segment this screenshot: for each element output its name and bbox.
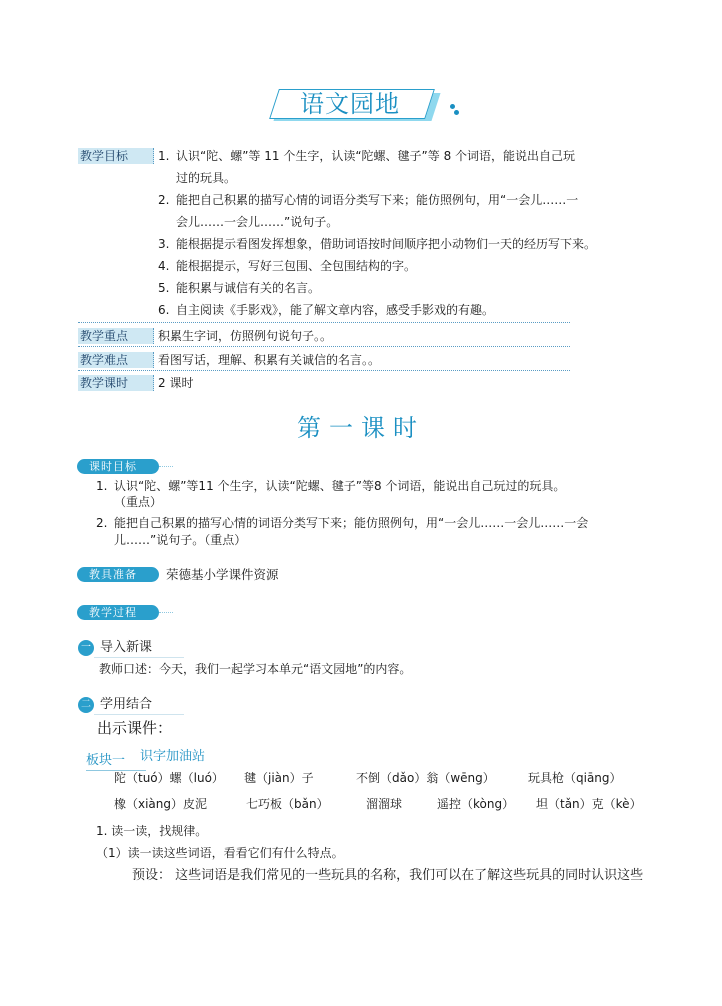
label-divider [153, 375, 154, 391]
task-1: 1. 读一读，找规律。 [96, 824, 208, 838]
show-courseware: 出示课件： [97, 719, 173, 737]
goal-3-num: 3. [158, 237, 170, 251]
label-difficult-points: 教学难点 [78, 352, 154, 368]
step-underline [94, 657, 184, 658]
difficult-points-text: 看图写话，理解、积累有关诚信的名言。。 [158, 353, 381, 367]
module-title: 识字加油站 [140, 749, 206, 764]
page-title-banner [270, 87, 438, 123]
page-title: 语文园地 [300, 90, 400, 118]
goal-6-num: 6. [158, 303, 170, 317]
step-1-badge: 一 [78, 640, 94, 656]
row-divider [78, 346, 570, 347]
lesson-obj-1-line1: 认识“陀、螺”等11 个生字，认读“陀螺、毽子”等8 个词语，能说出自己玩过的玩具。 [114, 479, 566, 493]
word-item: 毽（jiàn）子 [244, 771, 314, 785]
goal-4-num: 4. [158, 259, 170, 273]
pill-lesson-objectives: 课时目标 [77, 459, 159, 474]
row-divider [78, 370, 570, 371]
step-underline [94, 714, 184, 715]
step-1-text: 教师口述：今天，我们一起学习本单元“语文园地”的内容。 [99, 662, 412, 676]
label-divider [153, 352, 154, 368]
lesson-obj-2-num: 2. [96, 516, 108, 530]
word-item: 遥控（kòng） [437, 797, 515, 811]
pill-tail [159, 612, 173, 613]
goal-1-line2: 过的玩具。 [176, 171, 237, 185]
label-divider [153, 148, 154, 164]
goal-5-num: 5. [158, 281, 170, 295]
word-item: 玩具枪（qiāng） [528, 771, 622, 785]
label-class-hours: 教学课时 [78, 375, 154, 391]
module-label: 板块一 [86, 753, 126, 768]
banner-dot-icon [454, 110, 459, 115]
goal-5-line1: 能积累与诚信有关的名言。 [176, 281, 321, 295]
pill-tail [159, 466, 173, 467]
goal-6-line1: 自主阅读《手影戏》，能了解文章内容，感受手影戏的有趣。 [176, 303, 495, 317]
lesson-obj-2-line2: 儿……”说句子。（重点） [114, 533, 247, 547]
section-title: 第一课时 [297, 414, 425, 442]
label-divider [153, 328, 154, 344]
lesson-obj-2-line1: 能把自己积累的描写心情的词语分类写下来；能仿照例句，用“一会儿……一会儿……一会 [114, 516, 589, 530]
label-key-points: 教学重点 [78, 328, 154, 344]
word-item: 溜溜球 [366, 797, 403, 811]
row-divider [78, 322, 570, 323]
step-2-title: 学用结合 [100, 697, 153, 712]
lesson-obj-1-line2: （重点） [114, 495, 163, 509]
word-item: 不倒（dǎo）翁（wēng） [356, 771, 495, 785]
label-objectives: 教学目标 [78, 148, 154, 164]
step-1-title: 导入新课 [100, 640, 153, 655]
task-1-sub: （1）读一读这些词语，看看它们有什么特点。 [96, 846, 344, 860]
goal-4-line1: 能根据提示，写好三包围、全包围结构的字。 [176, 259, 417, 273]
class-hours-text: 2 课时 [158, 376, 194, 390]
word-item: 陀（tuó）螺（luó） [114, 771, 224, 785]
goal-2-num: 2. [158, 193, 170, 207]
goal-3-line1: 能根据提示看图发挥想象，借助词语按时间顺序把小动物们一天的经历写下来。 [176, 237, 597, 251]
goal-1-line1: 认识“陀、螺”等 11 个生字，认读“陀螺、毽子”等 8 个词语，能说出自己玩 [176, 149, 576, 163]
lesson-obj-1-num: 1. [96, 479, 108, 493]
goal-2-line1: 能把自己积累的描写心情的词语分类写下来；能仿照例句，用“一会儿……一 [176, 193, 579, 207]
goal-2-line2: 会儿……一会儿……”说句子。 [176, 215, 339, 229]
key-points-text: 积累生字词，仿照例句说句子。。 [158, 329, 333, 343]
pill-teaching-tools: 教具准备 [77, 567, 159, 582]
pill-teaching-process: 教学过程 [77, 605, 159, 620]
word-item: 橡（xiàng）皮泥 [114, 797, 208, 811]
goal-1-num: 1. [158, 149, 170, 163]
word-item: 坦（tǎn）克（kè） [536, 797, 642, 811]
banner-dot-icon [450, 104, 455, 109]
preset-text: 预设： 这些词语是我们常见的一些玩具的名称，我们可以在了解这些玩具的同时认识这些 [132, 868, 644, 883]
teaching-tools-text: 荣德基小学课件资源 [166, 567, 279, 582]
step-2-badge: 二 [78, 697, 94, 713]
word-item: 七巧板（bǎn） [246, 797, 329, 811]
